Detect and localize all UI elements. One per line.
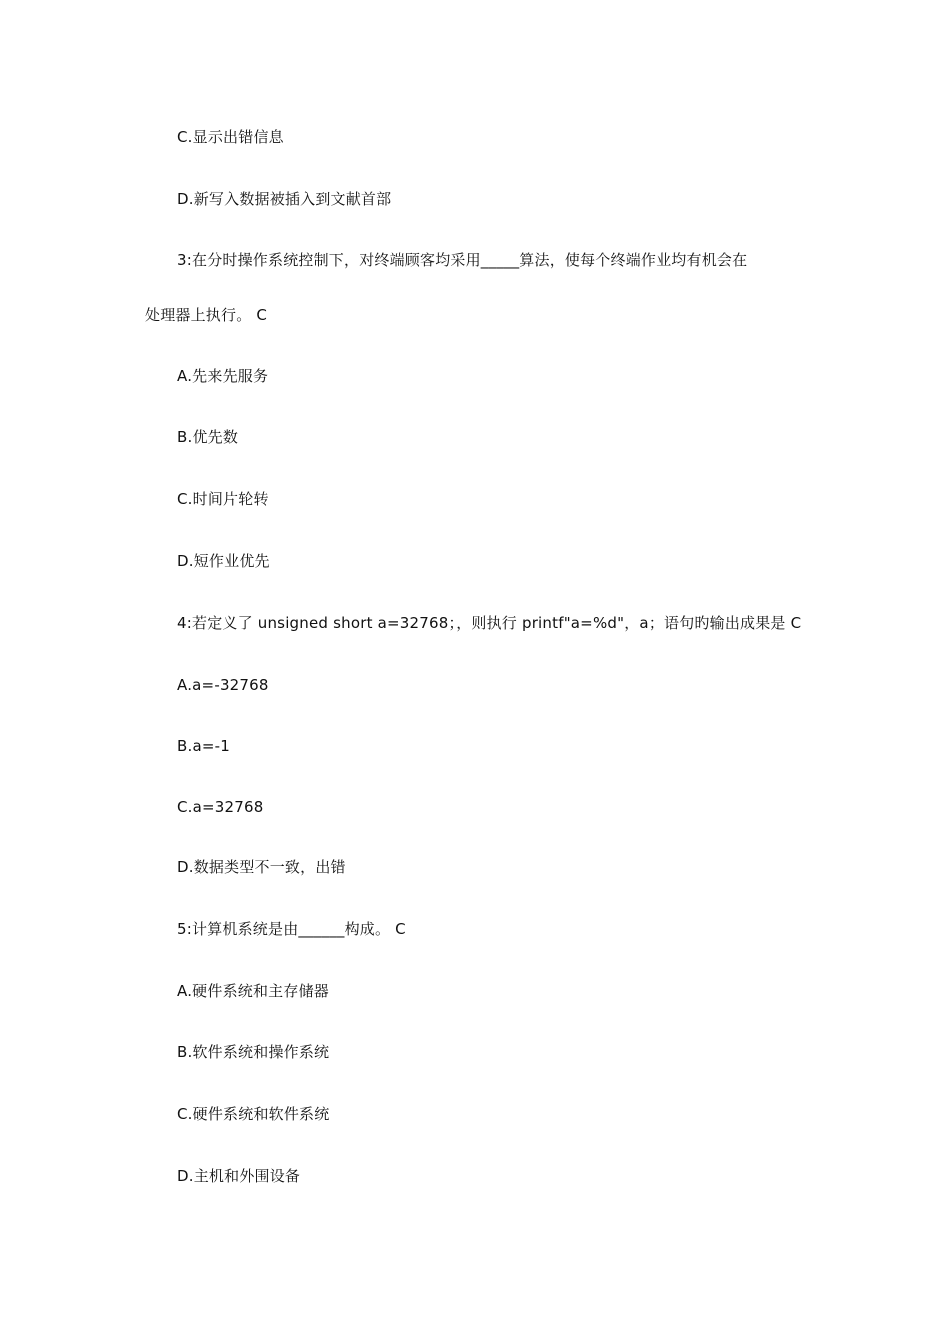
question-4-text: 4:若定义了 unsigned short a=32768；，则执行 printf"a=%d"，a；语句旳输出成果是 C [177,614,802,632]
option-b-q5: B.软件系统和操作系统 [177,1043,330,1061]
question-3-text: 3:在分时操作系统控制下，对终端顾客均采用_____算法，使每个终端作业均有机会在 [177,251,748,269]
option-b-q3: B.优先数 [177,428,239,446]
question-5-text: 5:计算机系统是由______构成。 C [177,920,406,938]
option-a-q4: A.a=-32768 [177,676,269,694]
option-c-q4: C.a=32768 [177,798,264,816]
option-a-q5: A.硬件系统和主存储器 [177,982,329,1000]
option-c-q3: C.时间片轮转 [177,490,269,508]
option-b-q4: B.a=-1 [177,737,230,755]
option-d-q2: D.新写入数据被插入到文献首部 [177,190,392,208]
question-3-continuation: 处理器上执行。 C [145,306,268,324]
option-a-q3: A.先来先服务 [177,367,269,385]
option-d-q5: D.主机和外围设备 [177,1167,301,1185]
option-d-q4: D.数据类型不一致，出错 [177,858,346,876]
option-c-q5: C.硬件系统和软件系统 [177,1105,330,1123]
option-d-q3: D.短作业优先 [177,552,270,570]
option-c-q2: C.显示出错信息 [177,128,284,146]
